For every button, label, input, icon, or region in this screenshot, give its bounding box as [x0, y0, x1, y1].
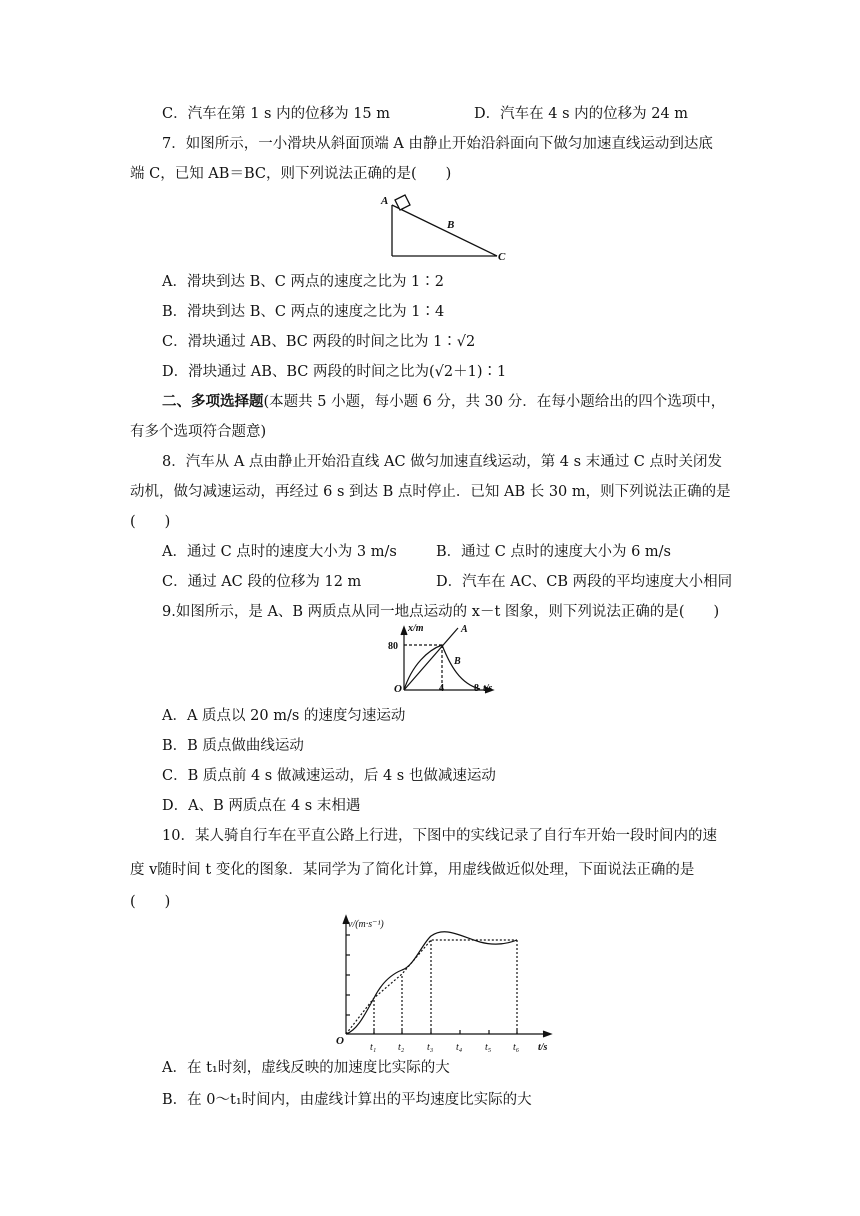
q8-option-d: D．汽车在 AC、CB 两段的平均速度大小相同 — [436, 574, 733, 590]
q9-origin: O — [394, 683, 402, 695]
q10-option-a: A．在 t₁时刻，虚线反映的加速度比实际的大 — [162, 1060, 450, 1076]
q8-option-a: A．通过 C 点时的速度大小为 3 m/s — [162, 544, 397, 560]
q8-stem-line1: 8．汽车从 A 点由静止开始沿直线 AC 做匀加速直线运动，第 4 s 末通过 C 点时关闭发 — [162, 454, 723, 470]
q9-stem: 9.如图所示，是 A、B 两质点从同一地点运动的 x－t 图象，则下列说法正确的是( ) — [162, 604, 720, 620]
q10-tick-t3: t₃ — [427, 1042, 434, 1053]
q10-tick-t4: t₄ — [456, 1042, 463, 1053]
q10-tick-t6: t₆ — [513, 1042, 520, 1053]
q7-option-c: C．滑块通过 AB、BC 两段的时间之比为 1∶√2 — [162, 334, 476, 350]
q8-stem-line2: 动机，做匀减速运动，再经过 6 s 到达 B 点时停止．已知 AB 长 30 m，则下列说法正确的是 — [130, 484, 731, 500]
q10-y-label: v/(m·s⁻¹) — [348, 919, 384, 930]
q9-option-c: C．B 质点前 4 s 做减速运动，后 4 s 也做减速运动 — [162, 768, 496, 784]
q8-option-c: C．通过 AC 段的位移为 12 m — [162, 574, 362, 590]
q7-stem-line2: 端 C，已知 AB＝BC，则下列说法正确的是( ) — [130, 166, 452, 182]
q10-tick-t2: t₂ — [398, 1042, 405, 1053]
q7-label-a: A — [381, 195, 389, 207]
q7-option-a: A．滑块到达 B、C 两点的速度之比为 1∶2 — [162, 274, 444, 290]
q8-stem-line3: ( ) — [130, 514, 171, 530]
q8-option-b: B．通过 C 点时的速度大小为 6 m/s — [436, 544, 671, 560]
q10-stem-line3: ( ) — [130, 894, 171, 910]
q9-option-d: D．A、B 两质点在 4 s 末相遇 — [162, 798, 361, 814]
q9-x-tick-8: 8 — [474, 683, 479, 694]
q9-x-label: t/s — [483, 683, 493, 694]
section2-heading: 二、多项选择题 — [162, 393, 264, 410]
q10-origin: O — [336, 1035, 344, 1047]
q6-option-c: C．汽车在第 1 s 内的位移为 15 m — [162, 106, 391, 122]
q7-label-c: C — [498, 251, 506, 263]
section2-description: (本题共 5 小题，每小题 6 分，共 30 分．在每小题给出的四个选项中， — [263, 394, 726, 410]
q9-x-tick-4: 4 — [439, 683, 444, 694]
q9-y-label: x/m — [408, 623, 424, 634]
q10-tick-t1: t₁ — [370, 1042, 377, 1053]
section2-description-line2: 有多个选项符合题意) — [130, 424, 267, 440]
q9-y-tick-80: 80 — [388, 641, 398, 652]
q10-stem-line2: 度 v随时间 t 变化的图象．某同学为了简化计算，用虚线做近似处理，下面说法正确的是 — [130, 862, 695, 878]
q10-x-label: t/s — [538, 1042, 548, 1053]
q9-option-a: A．A 质点以 20 m/s 的速度匀速运动 — [162, 708, 406, 724]
q9-series-a-label: A — [461, 624, 468, 635]
q7-label-b: B — [447, 219, 455, 231]
q9-option-b: B．B 质点做曲线运动 — [162, 738, 304, 754]
q10-tick-t5: t₅ — [485, 1042, 492, 1053]
q7-option-d: D．滑块通过 AB、BC 两段的时间之比为(√2＋1)∶1 — [162, 364, 507, 380]
q10-option-b: B．在 0～t₁时间内，由虚线计算出的平均速度比实际的大 — [162, 1092, 532, 1108]
q7-option-b: B．滑块到达 B、C 两点的速度之比为 1∶4 — [162, 304, 445, 320]
q6-option-d: D．汽车在 4 s 内的位移为 24 m — [474, 106, 689, 122]
q9-series-b-label: B — [454, 656, 461, 667]
q10-stem-line1: 10．某人骑自行车在平直公路上行进，下图中的实线记录了自行车开始一段时间内的速 — [162, 828, 717, 844]
q7-stem-line1: 7．如图所示，一小滑块从斜面顶端 A 由静止开始沿斜面向下做匀加速直线运动到达底 — [162, 136, 713, 152]
